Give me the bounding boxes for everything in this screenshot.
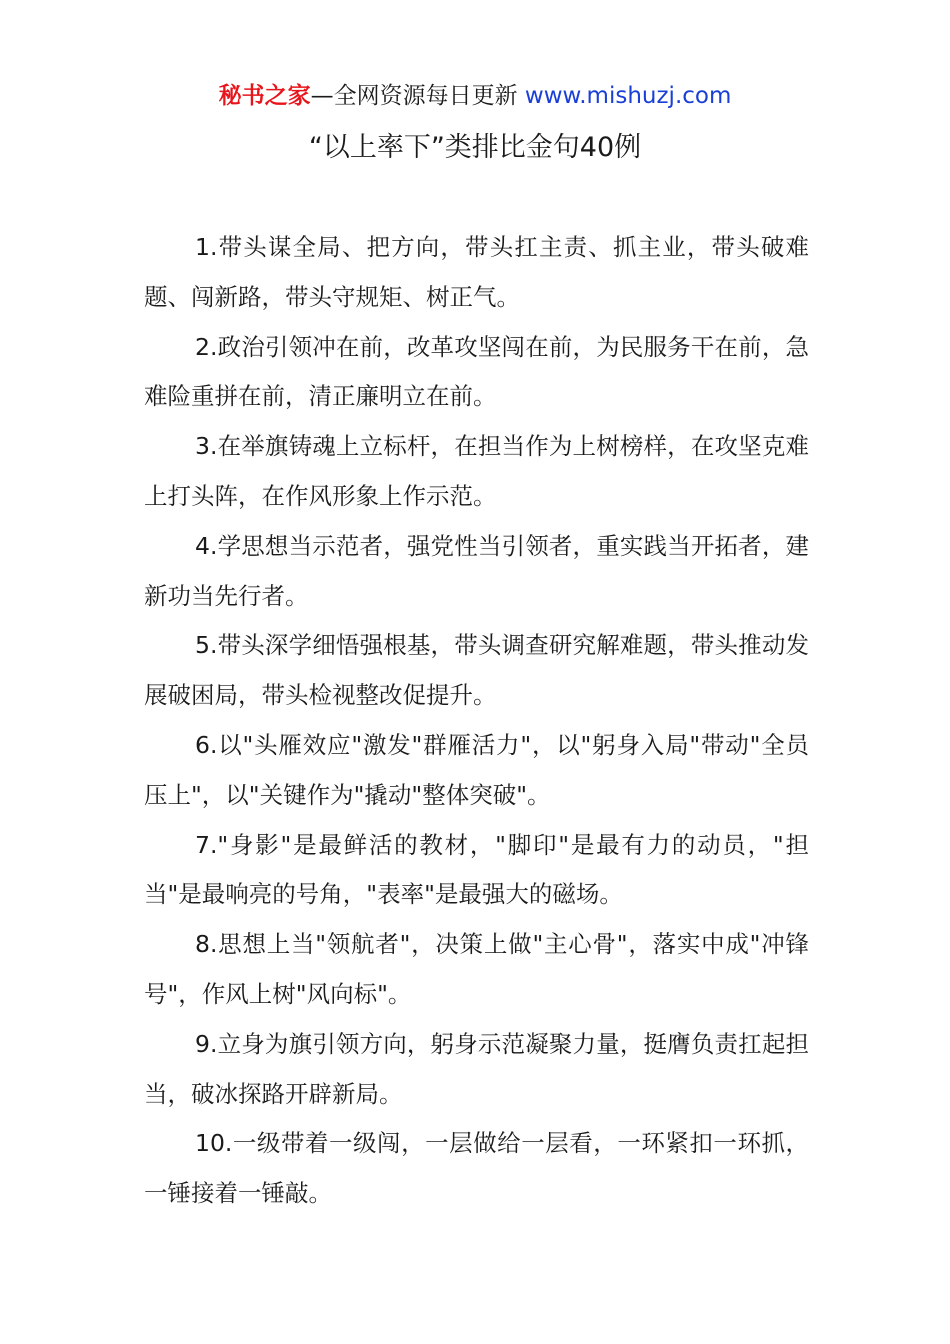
paragraph-6: 6.以"头雁效应"激发"群雁活力"，以"躬身入局"带动"全员压上"，以"关键作为"撬动"整体突破"。 (144, 730, 809, 809)
paragraph-4: 4.学思想当示范者，强党性当引领者，重实践当开拓者，建新功当先行者。 (144, 531, 809, 610)
paragraph-8: 8.思想上当"领航者"，决策上做"主心骨"，落实中成"冲锋号"，作风上树"风向标"。 (144, 930, 809, 1008)
paragraph-3: 3.在举旗铸魂上立标杆，在担当作为上树榜样，在攻坚克难上打头阵，在作风形象上作示范。 (144, 432, 809, 510)
site-header (0, 80, 950, 112)
brand-name: 秘书之家 (218, 83, 311, 109)
site-tagline: —全网资源每日更新 (310, 83, 525, 109)
paragraph-9: 9.立身为旗引领方向，躬身示范凝聚力量，挺膺负责扛起担当，破冰探路开辟新局。 (144, 1029, 809, 1108)
paragraph-1: 1.带头谋全局、把方向，带头扛主责、抓主业，带头破难题、闯新路，带头守规矩、树正气。 (144, 233, 809, 311)
paragraph-10: 10.一级带着一级闯，一层做给一层看，一环紧扣一环抓，一锤接着一锤敲。 (144, 1129, 809, 1208)
paragraph-5: 5.带头深学细悟强根基，带头调查研究解难题，带头推动发展破困局，带头检视整改促提升。 (144, 631, 809, 710)
paragraph-2: 2.政治引领冲在前，改革攻坚闯在前，为民服务干在前，急难险重拼在前，清正廉明立在前。 (144, 332, 809, 411)
site-url-link[interactable]: www.mishuzj.com (524, 83, 732, 109)
document-title: “以上率下”类排比金句40例 (308, 132, 642, 163)
paragraph-7: 7."身影"是最鲜活的教材，"脚印"是最有力的动员，"担当"是最响亮的号角，"表率"是最强大的磁场。 (144, 830, 809, 909)
document-body (144, 223, 809, 1219)
